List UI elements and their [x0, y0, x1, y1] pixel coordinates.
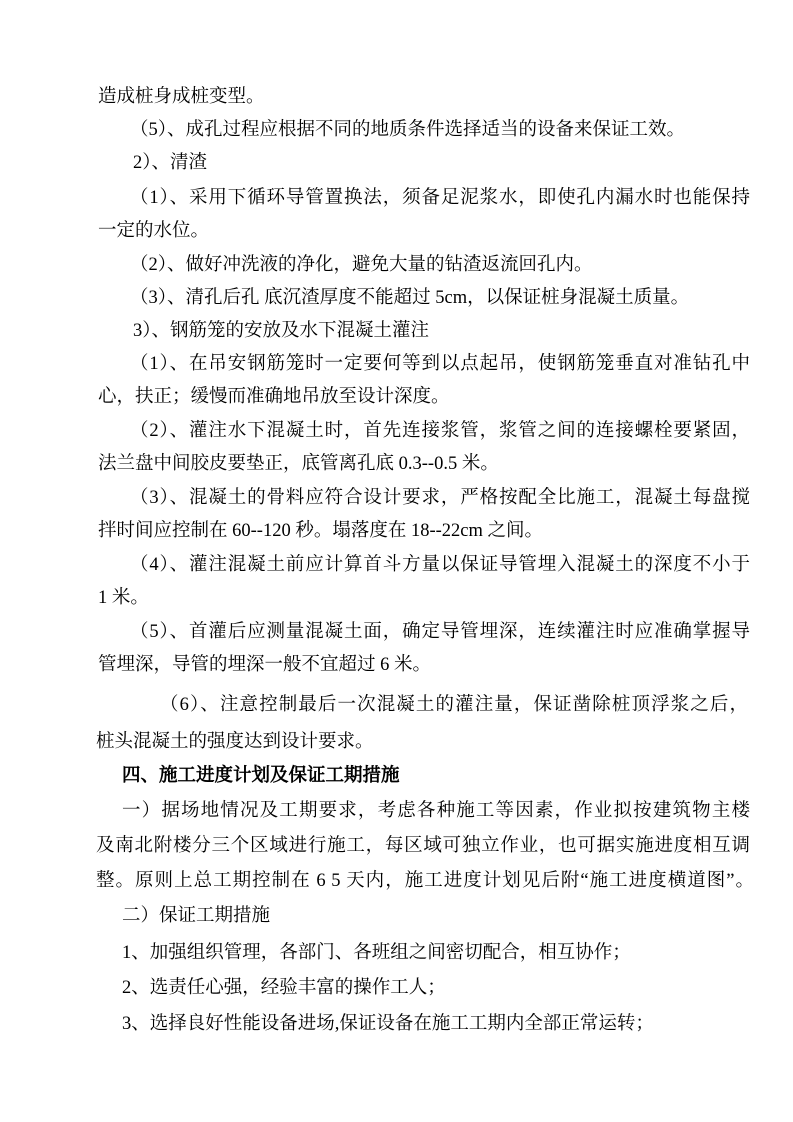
paragraph-line: 一定的水位。	[98, 221, 210, 241]
paragraph-line: 拌时间应控制在 60--120 秒。塌落度在 18--22cm 之间。	[98, 521, 543, 541]
paragraph-line: （6）、注意控制最后一次混凝土的灌注量，保证凿除桩顶浮浆之后，	[160, 695, 748, 715]
paragraph-line: 及南北附楼分三个区域进行施工，每区域可独立作业，也可据实施进度相互调	[96, 836, 750, 856]
subheading: 二）保证工期措施	[122, 906, 271, 926]
paragraph-line: （1）、在吊安钢筋笼时一定要何等到以点起吊，使钢筋笼垂直对准钻孔中	[130, 354, 750, 374]
list-item: 2、选责任心强，经验丰富的操作工人；	[122, 978, 446, 998]
paragraph-line: （3）、混凝土的骨料应符合设计要求，严格按配全比施工，混凝土每盘搅	[130, 488, 750, 508]
section-heading: 四、施工进度计划及保证工期措施	[122, 765, 400, 786]
paragraph-line: （4）、灌注混凝土前应计算首斗方量以保证导管埋入混凝土的深度不小于	[130, 555, 750, 575]
paragraph-line: （2）、灌注水下混凝土时，首先连接浆管，浆管之间的连接螺栓要紧固，	[130, 421, 750, 441]
paragraph-line: （2）、做好冲洗液的净化，避免大量的钻渣返流回孔内。	[130, 255, 593, 275]
paragraph-line: 1 米。	[98, 588, 149, 608]
paragraph-line: （5）、首灌后应测量混凝土面，确定导管埋深，连续灌注时应准确掌握导	[130, 622, 750, 642]
subheading: 3）、钢筋笼的安放及水下混凝土灌注	[133, 321, 430, 341]
paragraph-line: （5）、成孔过程应根据不同的地质条件选择适当的设备来保证工效。	[130, 120, 686, 140]
paragraph-line: 一）据场地情况及工期要求，考虑各种施工等因素，作业拟按建筑物主楼	[122, 801, 750, 821]
subheading: 2）、清渣	[133, 153, 208, 173]
paragraph-line: 整。原则上总工期控制在 6 5 天内，施工进度计划见后附“施工进度横道图”。	[96, 871, 754, 891]
paragraph-line: （1）、采用下循环导管置换法，须备足泥浆水，即使孔内漏水时也能保持	[130, 188, 750, 208]
list-item: 3、选择良好性能设备进场,保证设备在施工工期内全部正常运转；	[122, 1014, 654, 1034]
paragraph-line: 造成桩身成桩变型。	[98, 87, 265, 107]
list-item: 1、加强组织管理，各部门、各班组之间密切配合，相互协作；	[122, 943, 631, 963]
paragraph-line: 心，扶正；缓慢而准确地吊放至设计深度。	[98, 387, 450, 407]
paragraph-line: 管埋深，导管的埋深一般不宜超过 6 米。	[98, 655, 432, 675]
paragraph-line: 桩头混凝土的强度达到设计要求。	[96, 732, 374, 752]
paragraph-line: （3）、清孔后孔 底沉渣厚度不能超过 5cm，以保证桩身混凝土质量。	[130, 288, 690, 308]
paragraph-line: 法兰盘中间胶皮要垫正，底管离孔底 0.3--0.5 米。	[98, 454, 499, 474]
